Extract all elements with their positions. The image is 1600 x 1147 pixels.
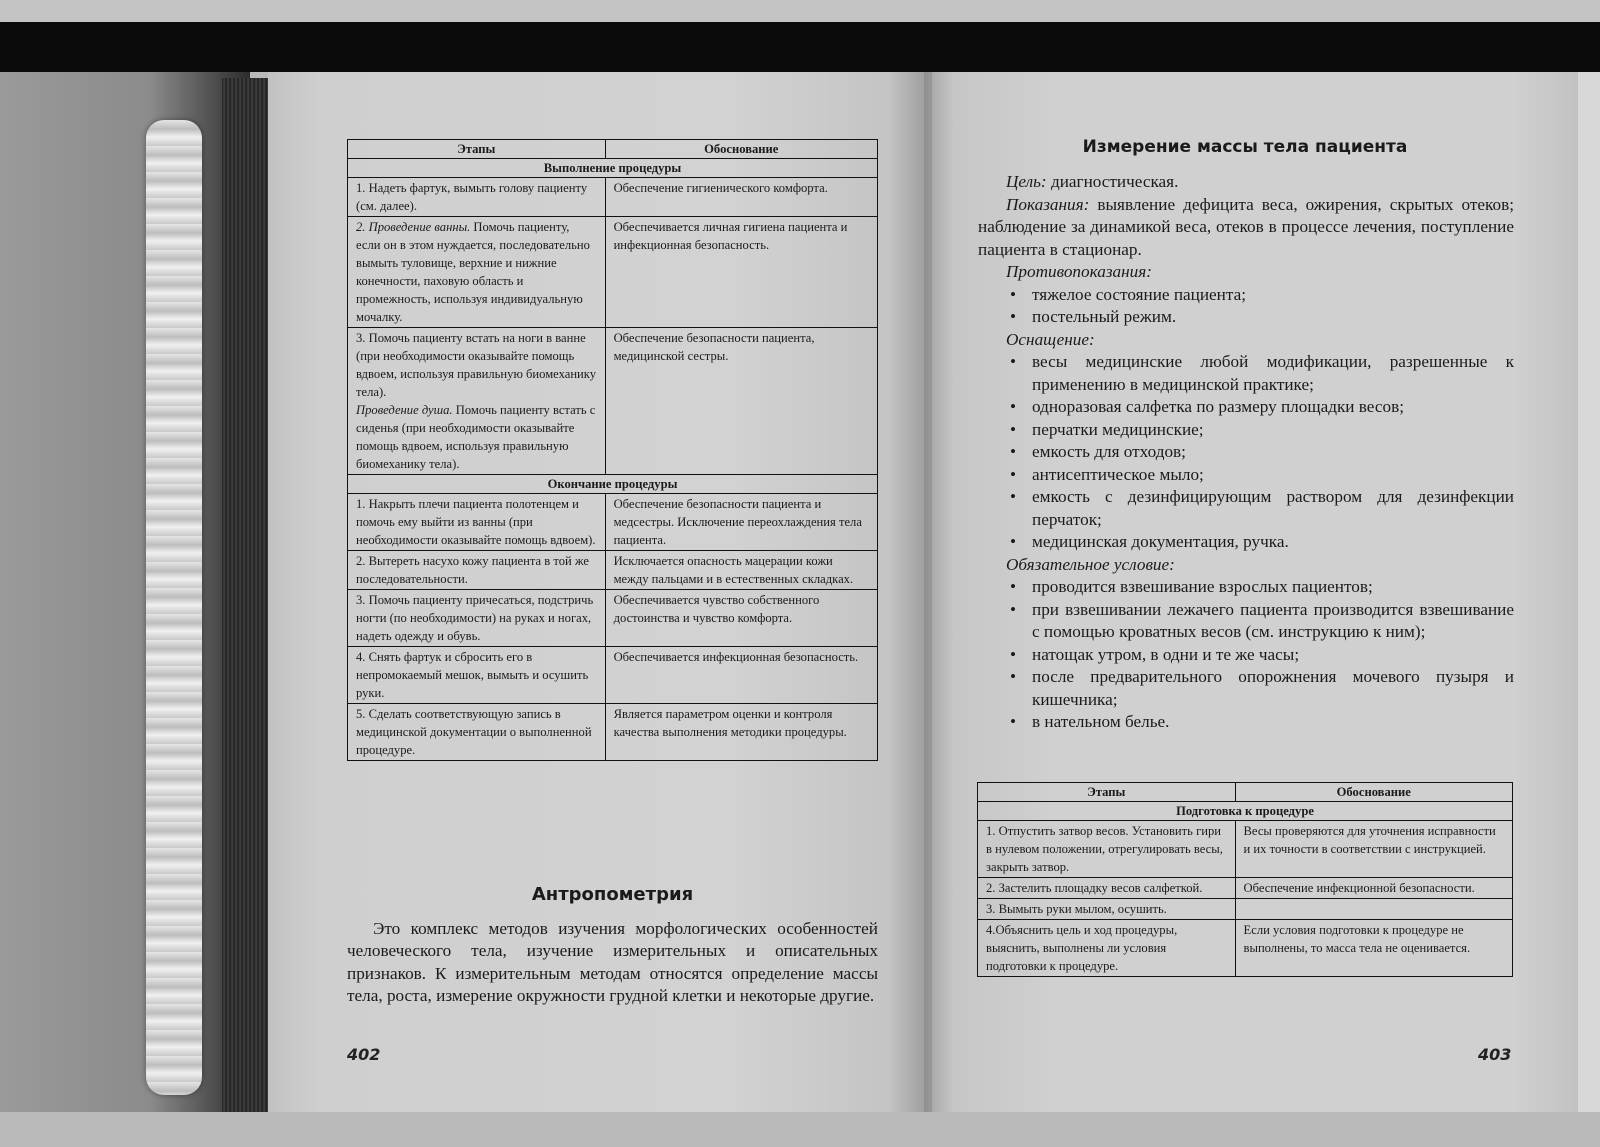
list-item: • постельный режим. xyxy=(978,306,1514,329)
reason-cell: Весы проверяются для уточнения исправности и их точности в соответствии с инструкцией. xyxy=(1235,821,1512,878)
table-row xyxy=(348,551,878,590)
step-text: Помочь пациенту встать с сиденья (при необходимости оказывайте помощь вдвоем, используя правильную биомеханику тела). xyxy=(356,403,596,471)
table-row xyxy=(348,647,878,704)
indications-line xyxy=(978,194,1514,262)
step-cell xyxy=(348,217,606,328)
header-rationale: Обоснование xyxy=(1235,783,1512,802)
table-row xyxy=(978,821,1513,878)
reason-cell: Обеспечение инфекционной безопасности. xyxy=(1235,878,1512,899)
list-item: • антисептическое мыло; xyxy=(978,464,1514,487)
weighing-procedure-table xyxy=(977,782,1513,977)
section-row xyxy=(348,475,878,494)
header-rationale: Обоснование xyxy=(605,140,877,159)
contraindications-label: Противопоказания: xyxy=(1006,262,1152,281)
condition-label: Обязательное условие: xyxy=(1006,554,1175,574)
bath-procedure-table xyxy=(347,139,878,761)
reason-cell: Обеспечение гигиенического комфорта. xyxy=(605,178,877,217)
list-item: • одноразовая салфетка по размеру площадки весов; xyxy=(978,396,1514,419)
section-row xyxy=(978,802,1513,821)
goal-line xyxy=(978,171,1514,194)
table-row xyxy=(348,328,878,475)
reason-cell: Исключается опасность мацерации кожи между пальцами и в естественных складках. xyxy=(605,551,877,590)
section-completion: Окончание процедуры xyxy=(348,475,878,494)
list-item: • емкость с дезинфицирующим раствором для дезинфекции перчаток; xyxy=(978,486,1514,531)
scan-bottom-band xyxy=(0,1112,1600,1147)
list-item: • перчатки медицинские; xyxy=(978,419,1514,442)
step-text: 3. Помочь пациенту встать на ноги в ванне (при необходимости оказывайте помощь вдвоем, используя правильную биомеханику тела). xyxy=(356,331,597,399)
step-cell: 2. Вытереть насухо кожу пациента в той же последовательности. xyxy=(348,551,606,590)
indications-text: выявление дефицита веса, ожирения, скрытых отеков; наблюдение за динамикой веса, отеков в процессе лечения, поступление пациента в стационар. xyxy=(978,194,1514,259)
table-row xyxy=(348,590,878,647)
table-row xyxy=(978,878,1513,899)
list-item: • натощак утром, в одни и те же часы; xyxy=(978,644,1514,667)
conditions-list xyxy=(978,576,1514,734)
anthropometry-heading: Антропометрия xyxy=(531,884,694,905)
list-item: • проводится взвешивание взрослых пациентов; xyxy=(978,576,1514,599)
page-stack-edge xyxy=(222,78,272,1116)
goal-label: Цель: xyxy=(1006,172,1047,191)
table-row xyxy=(978,899,1513,920)
list-item: • весы медицинские любой модификации, разрешенные к применению в медицинской практике; xyxy=(978,351,1514,396)
list-item: • после предварительного опорожнения мочевого пузыря и кишечника; xyxy=(978,666,1514,711)
step-cell: 1. Накрыть плечи пациента полотенцем и помочь ему выйти из ванны (при необходимости оказывайте помощь вдвоем). xyxy=(348,494,606,551)
step-cell xyxy=(348,328,606,475)
body-mass-text xyxy=(978,171,1514,734)
body-mass-heading: Измерение массы тела пациента xyxy=(1082,137,1408,157)
step-cell: 1. Надеть фартук, вымыть голову пациенту (см. далее). xyxy=(348,178,606,217)
reason-cell: Является параметром оценки и контроля качества выполнения методики процедуры. xyxy=(605,704,877,761)
reason-cell: Если условия подготовки к процедуре не выполнены, то масса тела не оценивается. xyxy=(1235,920,1512,977)
list-item: • медицинская документация, ручка. xyxy=(978,531,1514,554)
step-cell: 3. Вымыть руки мылом, осушить. xyxy=(978,899,1236,920)
header-stages: Этапы xyxy=(348,140,606,159)
step-cell: 2. Застелить площадку весов салфеткой. xyxy=(978,878,1236,899)
indications-label: Показания: xyxy=(1006,194,1090,214)
anthropometry-paragraph: Это комплекс методов изучения морфологических особенностей человеческого тела, изучение измерительных и описательных признаков. К измерительным методам относятся определение массы тела, роста, измерение окружности грудной клетки и некоторые другие. xyxy=(347,919,878,1006)
table-header-row xyxy=(348,140,878,159)
header-stages: Этапы xyxy=(978,783,1236,802)
book-gutter xyxy=(924,72,932,1112)
goal-text: диагностическая. xyxy=(1046,172,1179,191)
page-number-left: 402 xyxy=(347,1045,381,1064)
list-item: • тяжелое состояние пациента; xyxy=(978,284,1514,307)
table-row xyxy=(348,494,878,551)
equipment-list xyxy=(978,351,1514,554)
page-number-right: 403 xyxy=(1478,1045,1512,1064)
contraindications-list xyxy=(978,284,1514,329)
reason-cell xyxy=(1235,899,1512,920)
step-text: Помочь пациенту, если он в этом нуждается, последовательно вымыть туловище, верхние и нижние конечности, паховую область и промежность, используя индивидуальную мочалку. xyxy=(356,220,590,324)
step-cell: 4. Снять фартук и сбросить его в непромокаемый мешок, вымыть и осушить руки. xyxy=(348,647,606,704)
list-item: • в нательном белье. xyxy=(978,711,1514,734)
section-row xyxy=(348,159,878,178)
reason-cell: Обеспечение безопасности пациента, медицинской сестры. xyxy=(605,328,877,475)
step-cell: 3. Помочь пациенту причесаться, подстричь ногти (по необходимости) на руках и ногах, надеть одежду и обувь. xyxy=(348,590,606,647)
table-row xyxy=(348,704,878,761)
table-row xyxy=(348,178,878,217)
list-item: • емкость для отходов; xyxy=(978,441,1514,464)
section-execution: Выполнение процедуры xyxy=(348,159,878,178)
reason-cell: Обеспечивается личная гигиена пациента и инфекционная безопасность. xyxy=(605,217,877,328)
reason-cell: Обеспечивается инфекционная безопасность. xyxy=(605,647,877,704)
step-em: 2. Проведение ванны. xyxy=(356,220,471,234)
table-row xyxy=(978,920,1513,977)
table-row xyxy=(348,217,878,328)
scanner-bed xyxy=(0,72,250,1132)
book-edge xyxy=(146,120,202,1095)
step-cell: 4.Объяснить цель и ход процедуры, выяснить, выполнены ли условия подготовки к процедуре. xyxy=(978,920,1236,977)
step-cell: 5. Сделать соответствующую запись в медицинской документации о выполненной процедуре. xyxy=(348,704,606,761)
step-em: Проведение душа. xyxy=(356,403,453,417)
list-item: • при взвешивании лежачего пациента производится взвешивание с помощью кроватных весов (см. инструкцию к ним); xyxy=(978,599,1514,644)
reason-cell: Обеспечение безопасности пациента и медсестры. Исключение переохлаждения тела пациента. xyxy=(605,494,877,551)
reason-cell: Обеспечивается чувство собственного достоинства и чувство комфорта. xyxy=(605,590,877,647)
equipment-label: Оснащение: xyxy=(1006,329,1095,349)
scan-right-edge xyxy=(1578,72,1600,1147)
step-cell: 1. Отпустить затвор весов. Установить гири в нулевом положении, отрегулировать весы, закрыть затвор. xyxy=(978,821,1236,878)
table-header-row xyxy=(978,783,1513,802)
section-preparation: Подготовка к процедуре xyxy=(978,802,1513,821)
scan-dark-border xyxy=(0,22,1600,72)
